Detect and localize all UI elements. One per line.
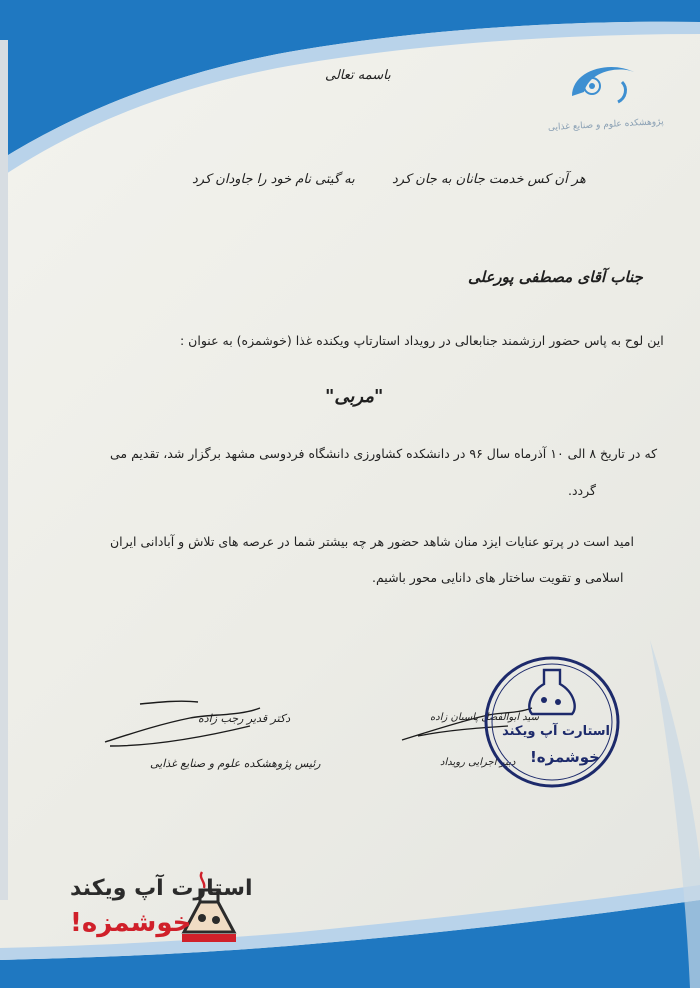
recipient-name: جناب آقای مصطفی پورعلی bbox=[468, 268, 643, 286]
body-line-4: اسلامی و تقویت ساختار های دانایی محور باشیم. bbox=[372, 570, 624, 585]
stamp-line-2: خوشمزه! bbox=[529, 748, 600, 766]
stamp-line-1: استارت آپ ویکند bbox=[502, 724, 610, 739]
org-logo-icon bbox=[562, 58, 642, 108]
stamp-ring-icon bbox=[482, 652, 622, 792]
right-signer-name: سید ابوالفضل پاسبان زاده bbox=[430, 712, 539, 723]
right-signer-role: دبیر اجرایی رویداد bbox=[440, 757, 516, 768]
body-line-1: که در تاریخ ۸ الی ۱۰ آذرماه سال ۹۶ در دانشکده کشاورزی دانشگاه فردوسی مشهد برگزار شد، تقدیم می bbox=[110, 446, 658, 461]
left-edge bbox=[0, 40, 8, 900]
poem-left: به گیتی نام خود را جاودان کرد bbox=[192, 172, 355, 187]
body-line-3: امید است در پرتو عنایات ایزد منان شاهد حضور هر چه بیشتر شما در عرصه های تلاش و آبادانی ایران bbox=[110, 534, 634, 549]
body-line-2: گردد. bbox=[568, 483, 596, 498]
brand-line-1: استارت آپ ویکند bbox=[70, 876, 253, 901]
intro-text: این لوح به پاس حضور ارزشمند جنابعالی در رویداد استارتاپ ویکنده غذا (خوشمزه) به عنوان : bbox=[180, 333, 664, 348]
poem-right: هر آن کس خدمت جانان به جان کرد bbox=[392, 172, 586, 187]
event-stamp bbox=[482, 652, 622, 792]
invocation: باسمه تعالی bbox=[325, 68, 391, 83]
org-name: پژوهشکده علوم و صنایع غذایی bbox=[547, 116, 664, 134]
corner-block bbox=[0, 0, 62, 80]
award-title: "مربی" bbox=[325, 386, 384, 407]
brand-line-2: خوشمزه! bbox=[70, 908, 192, 938]
left-signer-name: دکتر قدیر رجب زاده bbox=[198, 712, 291, 725]
left-signer-role: رئیس پژوهشکده علوم و صنایع غذایی bbox=[150, 757, 321, 770]
